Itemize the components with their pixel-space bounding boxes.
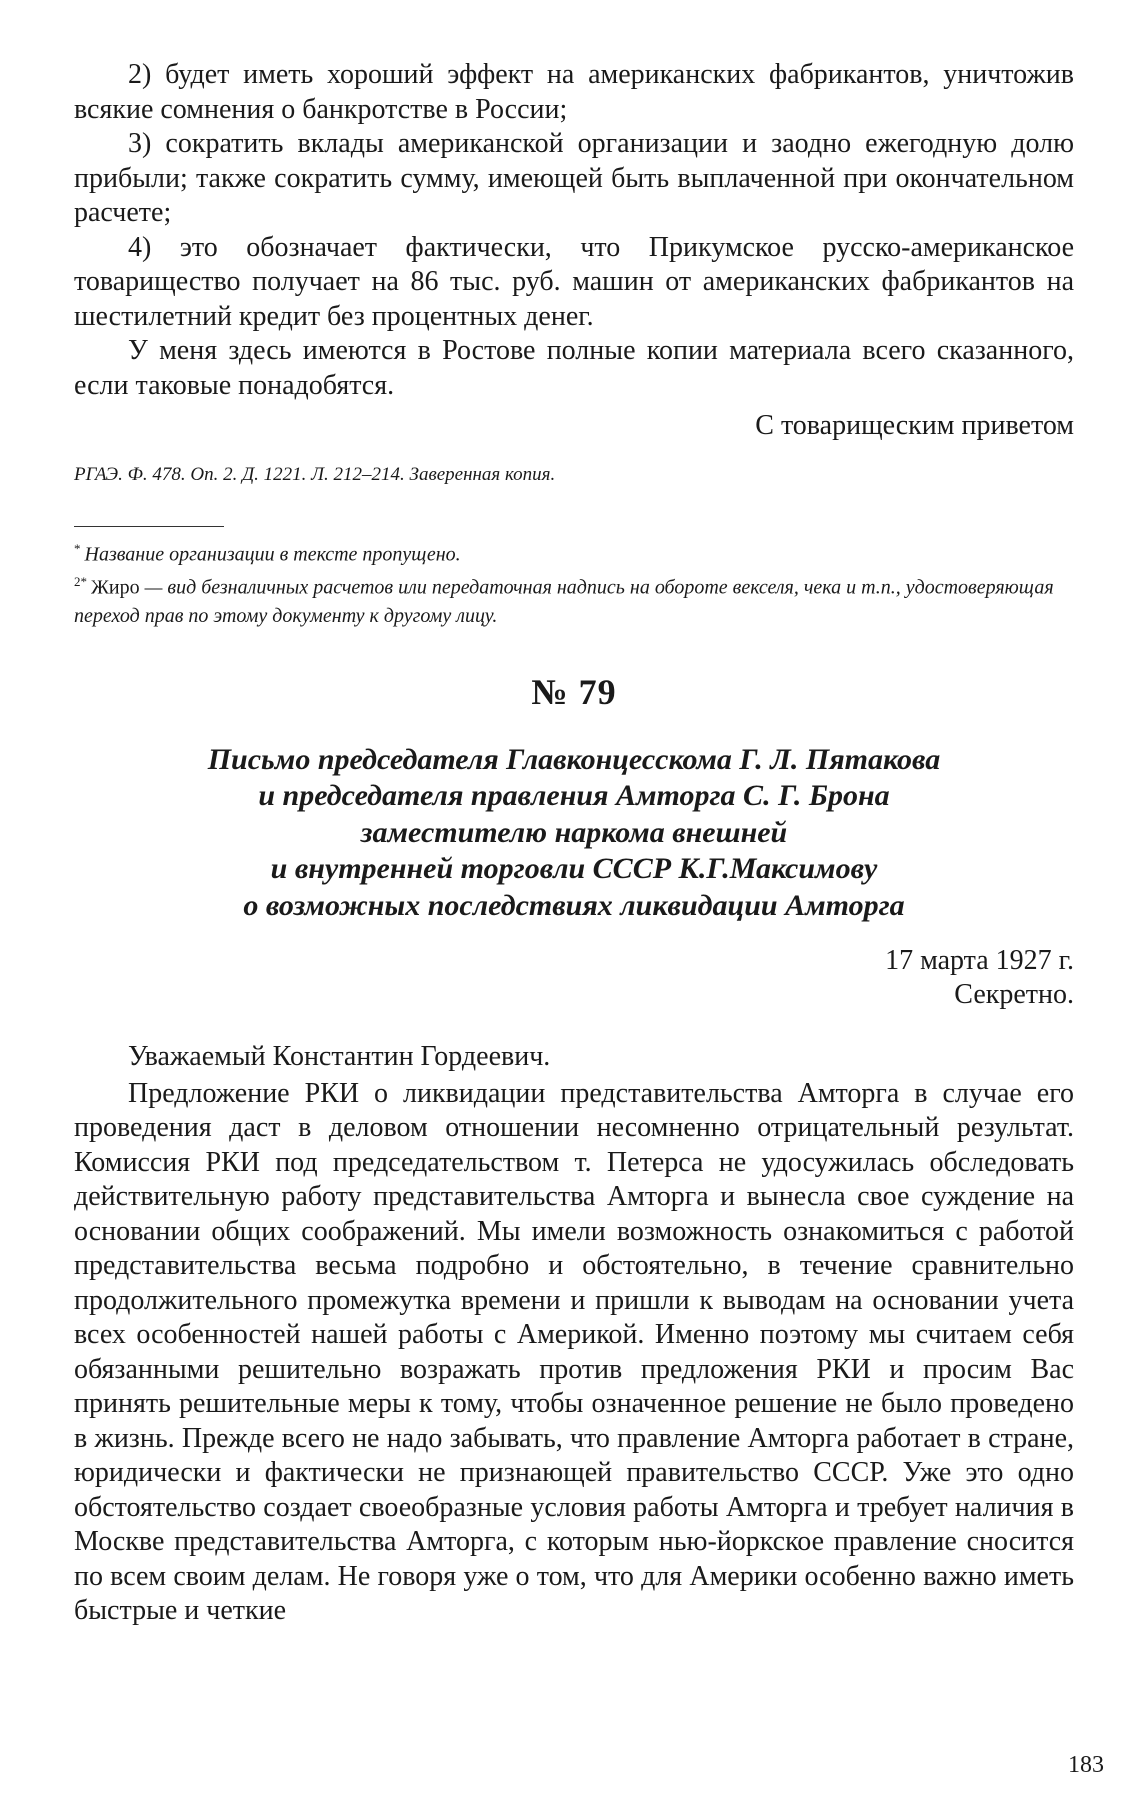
closing-greeting: С товарищеским приветом (755, 410, 1074, 441)
document-title (74, 742, 1074, 925)
page-number: 183 (1068, 1752, 1104, 1778)
paragraph-copies-note: У меня здесь имеются в Ростове полные копии материала всего сказанного, если таковые понадобятся. (74, 335, 1074, 401)
paragraph-item-4: 4) это обозначает фактически, что Прикумское русско-американское товарищество получает на 86 тыс. руб. машин от американских фабрикантов на шестилетний кредит без процентных денег. (74, 231, 1074, 332)
footnote-1-text: Название организации в тексте пропущено. (84, 543, 461, 566)
page-content (74, 58, 1074, 1629)
footnote-2 (74, 568, 1074, 630)
footnote-2-mark: 2* (74, 574, 87, 590)
footnote-1-mark: * (74, 540, 81, 556)
salutation: Уважаемый Константин Гордеевич. (128, 1041, 551, 1073)
footnote-1 (74, 535, 1074, 569)
footnote-2-term: Жиро (91, 576, 140, 599)
main-paragraph: Предложение РКИ о ликвидации представительства Амторга в случае его проведения даст в деловом отношении несомненно отрицательный результат. Комиссия РКИ под председательством т. Петерса не удосужилась обследовать действительную работу представительства Амторга и вынесла свое суждение на основании общих соображений. Мы имели возможность ознакомиться с работой представительства весьма подробно и обстоятельно, в течение сравнительно продолжительного промежутка времени и пришли к выводам на основании учета всех особенностей нашей работы с Америкой. Именно поэтому мы считаем себя обязанными решительно возражать против предложения РКИ и просим Вас принять решительные меры к тому, чтобы означенное решение не было проведено в жизнь. Прежде всего не надо забывать, что правление Амторга работает в стране, юридически и фактически не признающей правительство СССР. Уже это одно обстоятельство создает своеобразные условия работы Амторга и требует наличия в Москве представительства Амторга, с которым нью-йоркское правление сносится по всем своим делам. Не говоря уже о том, что для Америки особенно важно иметь быстрые и четкие (74, 1077, 1074, 1627)
document-number: № 79 (531, 671, 617, 712)
footnote-divider (74, 526, 224, 527)
footnote-2-text: — вид безналичных расчетов или передаточная надпись на обороте векселя, чека и т.п., удостоверяющая переход прав по этому документу к другому лицу. (74, 576, 1054, 627)
document-title-line: и председателя правления Амторга С. Г. Брона (258, 779, 890, 813)
paragraph-item-3: 3) сократить вклады американской организации и заодно ежегодную долю прибыли; также сократить сумму, имеющей быть выплаченной при окончательном расчете; (74, 128, 1074, 228)
document-title-line: о возможных последствиях ликвидации Амторга (243, 888, 905, 922)
document-title-line: заместителю наркома внешней (360, 815, 788, 849)
document-title-line: Письмо председателя Главконцесскома Г. Л. Пятакова (207, 742, 941, 776)
document-date: 17 марта 1927 г. (885, 945, 1074, 977)
paragraph-item-2: 2) будет иметь хороший эффект на американских фабрикантов, уничтожив всякие сомнения о банкротстве в России; (74, 59, 1074, 125)
document-title-line: и внутренней торговли СССР К.Г.Максимову (270, 852, 878, 886)
archive-reference: РГАЭ. Ф. 478. Оп. 2. Д. 1221. Л. 212–214. Заверенная копия. (74, 463, 556, 485)
classification-label: Секретно. (954, 979, 1074, 1011)
